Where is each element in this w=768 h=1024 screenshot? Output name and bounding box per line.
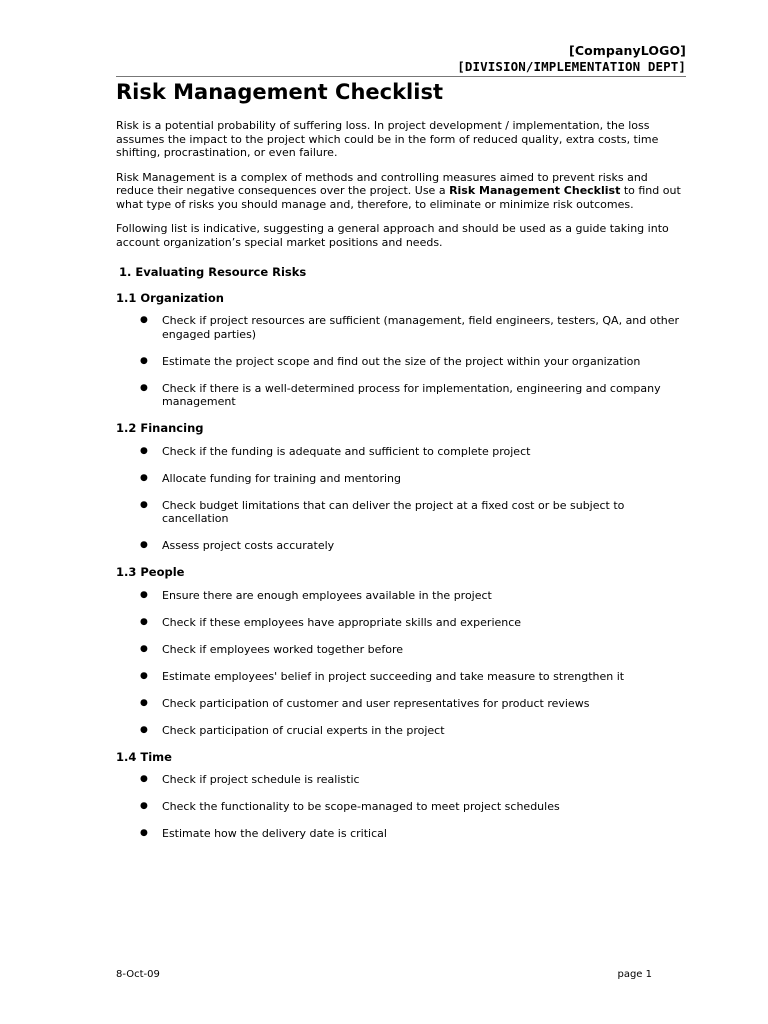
header-divider xyxy=(116,76,686,77)
list-item-text: Check the functionality to be scope-managed to meet project schedules xyxy=(162,800,560,813)
intro-paragraph-risk: Risk is a potential probability of suffering loss. In project development / implementation, the loss assumes the impact to the project which could be in the form of reduced quality, extra costs, time shifting, procrastination, or even failure. xyxy=(116,119,659,159)
list-item xyxy=(116,539,688,553)
list-item xyxy=(116,355,688,369)
subsection-heading-organization: 1.1 Organization xyxy=(116,290,224,305)
list-item-text: Check if these employees have appropriate skills and experience xyxy=(162,615,522,629)
bullet-icon: ● xyxy=(140,643,148,654)
list-item-text: Check participation of customer and user representatives for product reviews xyxy=(162,696,590,710)
list-item-text: Assess project costs accurately xyxy=(162,539,335,552)
list-item xyxy=(116,589,688,603)
bullet-icon: ● xyxy=(140,499,148,510)
list-item-text: Estimate how the delivery date is critical xyxy=(162,827,387,840)
time-checklist xyxy=(116,773,688,841)
intro-p2-text-end: to find out what type of risks you should manage and, therefore, to eliminate or minimize risk outcomes. xyxy=(116,184,681,211)
list-item-text: Estimate the project scope and find out the size of the project within your organization xyxy=(162,354,641,368)
list-item xyxy=(116,382,688,409)
people-checklist xyxy=(116,589,688,738)
bullet-icon: ● xyxy=(140,445,148,456)
list-item-text: Estimate employees' belief in project succeeding and take measure to strengthen it xyxy=(162,669,625,683)
bullet-icon: ● xyxy=(140,315,148,325)
document-title: Risk Management Checklist xyxy=(116,80,443,104)
list-item-text: Allocate funding for training and mentoring xyxy=(162,471,401,485)
bullet-icon: ● xyxy=(140,355,148,366)
list-item-text: Check if there is a well-determined process for implementation, engineering and company management xyxy=(162,381,661,408)
bullet-icon: ● xyxy=(140,724,148,735)
list-item xyxy=(116,314,688,341)
footer-date: 8-Oct-09 xyxy=(116,969,160,980)
intro-paragraph-risk-management xyxy=(116,171,688,212)
document-body xyxy=(116,119,688,854)
list-item-text: Ensure there are enough employees available in the project xyxy=(162,588,492,602)
list-item xyxy=(116,697,688,711)
list-item-text: Check participation of crucial experts in the project xyxy=(162,723,445,737)
bullet-icon: ● xyxy=(140,774,148,784)
bullet-icon: ● xyxy=(140,670,148,681)
intro-p2-text: Risk Management is a complex of methods and controlling measures aimed to prevent risks and reduce their negative consequences over the project. Use a xyxy=(116,170,648,197)
list-item xyxy=(116,472,688,486)
bullet-icon: ● xyxy=(140,697,148,708)
list-item xyxy=(116,827,688,841)
list-item-text: Check if employees worked together before xyxy=(162,642,404,656)
financing-checklist xyxy=(116,445,688,553)
list-item-text: Check if the funding is adequate and sufficient to complete project xyxy=(162,444,531,458)
bullet-icon: ● xyxy=(140,472,148,483)
list-item xyxy=(116,616,688,630)
list-item xyxy=(116,800,688,814)
list-item xyxy=(116,724,688,738)
bullet-icon: ● xyxy=(140,801,148,811)
bullet-icon: ● xyxy=(140,382,148,393)
list-item xyxy=(116,445,688,459)
list-item-text: Check if project resources are sufficient (management, field engineers, testers, QA, and other engaged parties) xyxy=(162,314,680,341)
list-item xyxy=(116,773,688,787)
bullet-icon: ● xyxy=(140,540,148,550)
list-item-text: Check budget limitations that can deliver the project at a fixed cost or be subject to cancellation xyxy=(162,498,625,525)
footer-page-number: page 1 xyxy=(617,969,652,980)
company-logo-placeholder: [CompanyLOGO] xyxy=(569,43,686,58)
intro-p2-emphasis: Risk Management Checklist xyxy=(449,184,621,197)
subsection-heading-people: 1.3 People xyxy=(116,565,185,579)
page-header xyxy=(457,43,686,75)
intro-paragraph-guide: Following list is indicative, suggesting a general approach and should be used as a guide taking into account organization’s special market positions and needs. xyxy=(116,222,669,249)
bullet-icon: ● xyxy=(140,589,148,600)
list-item xyxy=(116,643,688,657)
list-item xyxy=(116,670,688,684)
section-heading-resource-risks: 1. Evaluating Resource Risks xyxy=(119,265,307,279)
subsection-heading-financing: 1.2 Financing xyxy=(116,421,204,435)
bullet-icon: ● xyxy=(140,616,148,627)
list-item xyxy=(116,499,688,526)
division-label: [DIVISION/IMPLEMENTATION DEPT] xyxy=(457,59,686,74)
organization-checklist xyxy=(116,314,688,409)
bullet-icon: ● xyxy=(140,828,148,838)
subsection-heading-time: 1.4 Time xyxy=(116,749,172,764)
list-item-text: Check if project schedule is realistic xyxy=(162,773,360,786)
